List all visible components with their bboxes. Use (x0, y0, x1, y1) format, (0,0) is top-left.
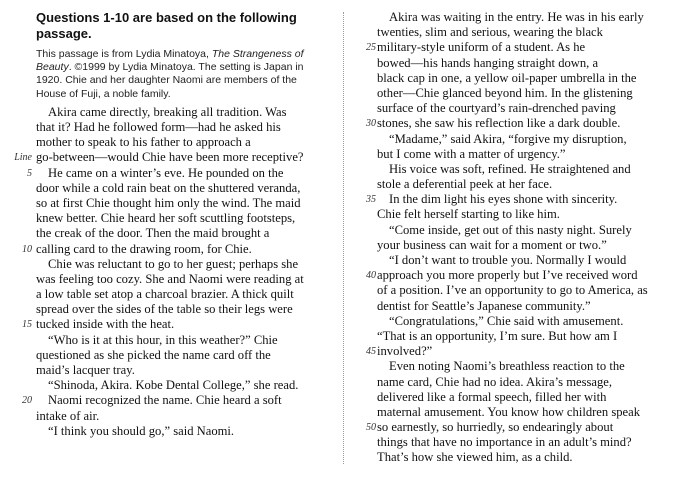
line-number: 25 (366, 42, 376, 54)
line-text: calling card to the drawing room, for Chie. (36, 241, 252, 256)
line-text: “I think you should go,” said Naomi. (48, 423, 235, 438)
passage-line (20, 409, 320, 424)
left-column (14, 10, 320, 439)
line-text: knew better. Chie heard her soft scuttling footsteps, (36, 211, 296, 226)
passage-line (362, 268, 668, 283)
line-text: but I come with a matter of urgency.” (377, 146, 566, 161)
line-text: so earnestly, so hurriedly, so endearingly about (377, 420, 614, 435)
left-passage-lines (14, 104, 320, 439)
passage-line (362, 40, 668, 55)
passage-line (362, 25, 668, 40)
passage-line (362, 116, 668, 131)
line-text: Akira came directly, breaking all tradition. Was (48, 104, 287, 119)
passage-line (362, 359, 668, 374)
line-text: maid’s lacquer tray. (36, 363, 135, 377)
passage-line (20, 181, 320, 196)
line-text: involved?” (377, 344, 433, 359)
line-text: other—Chie glanced beyond him. In the glistening (377, 85, 633, 100)
line-text: twenties, slim and serious, wearing the black (377, 25, 603, 40)
passage-line (362, 207, 668, 222)
line-number: 40 (366, 270, 376, 282)
passage-line (362, 375, 668, 390)
passage-line (20, 393, 320, 408)
line-text: “Come inside, get out of this nasty night. Surely (389, 222, 632, 237)
line-text: was feeling too cozy. She and Naomi were reading at (36, 271, 304, 286)
passage-line (20, 287, 320, 302)
passage-line (20, 242, 320, 257)
line-text: “That is an opportunity, I’m sure. But how am I (377, 328, 618, 343)
passage-line (362, 223, 668, 238)
passage-line (20, 333, 320, 348)
line-text: His voice was soft, refined. He straightened and (389, 161, 631, 176)
line-text: military-style uniform of a student. As he (377, 40, 586, 55)
passage-line (20, 226, 320, 241)
passage-line (362, 420, 668, 435)
line-text: maternal amusement. You know how children speak (377, 404, 641, 419)
passage-line (14, 150, 320, 165)
line-text: questioned as she picked the name card off the (36, 347, 271, 362)
passage-line (20, 317, 320, 332)
line-text: “Shinoda, Akira. Kobe Dental College,” she read. (48, 378, 299, 393)
passage-line (362, 435, 668, 450)
passage-line (20, 166, 320, 181)
line-text: surface of the courtyard’s rain-drenched paving (377, 101, 616, 116)
passage-line (20, 120, 320, 135)
line-text: Even noting Naomi’s breathless reaction to the (389, 359, 625, 374)
line-text: that it? Had he followed form—had he asked his (36, 120, 281, 134)
line-text: a low table set atop a charcoal brazier. A thick quilt (36, 287, 294, 302)
passage-line (362, 192, 668, 207)
line-text: stones, she saw his reflection like a dark double. (377, 116, 621, 131)
line-text: He came on a winter’s eve. He pounded on the (48, 165, 284, 180)
line-text: delivered like a formal speech, filled her with (377, 389, 607, 404)
line-text: In the dim light his eyes shone with sincerity. (389, 192, 618, 207)
right-column (362, 10, 668, 466)
line-text: “Madame,” said Akira, “forgive my disruption, (389, 131, 627, 146)
passage-line (362, 177, 668, 192)
passage-line (362, 147, 668, 162)
line-text: “I don’t want to trouble you. Normally I would (389, 253, 627, 267)
line-text: so at first Chie thought him only the wind. The maid (36, 195, 301, 210)
line-number: 15 (22, 319, 32, 331)
line-text: approach you more properly but I’ve received word (377, 268, 638, 283)
passage-line (20, 105, 320, 120)
passage-line (362, 86, 668, 101)
column-divider (343, 12, 344, 464)
passage-line (20, 378, 320, 393)
passage-line (362, 101, 668, 116)
passage-line (20, 196, 320, 211)
line-text: Chie felt herself starting to like him. (377, 207, 560, 222)
intro-rest: . ©1999 by Lydia Minatoya. The setting is Japan in 1920. Chie and her daughter Naomi are members of the House of Fuji, a noble family. (36, 61, 304, 100)
line-number: 35 (366, 194, 376, 206)
line-text: mother to speak to his father to approach a (36, 135, 251, 150)
passage-line (362, 299, 668, 314)
line-text: tucked inside with the heat. (36, 317, 175, 332)
passage-line (362, 132, 668, 147)
line-text: Chie was reluctant to go to her guest; perhaps she (48, 256, 299, 271)
passage-line (20, 302, 320, 317)
passage-line (362, 283, 668, 298)
line-number: 30 (366, 118, 376, 130)
passage-line (362, 162, 668, 177)
line-number: Line (14, 152, 32, 164)
passage-line (362, 253, 668, 268)
passage-line (362, 56, 668, 71)
passage-intro (36, 48, 320, 101)
passage-line (362, 10, 668, 25)
passage-line (362, 405, 668, 420)
line-text: your business can wait for a moment or two.” (377, 237, 607, 252)
line-text: Akira was waiting in the entry. He was in his early (389, 10, 644, 24)
passage-line (362, 450, 668, 465)
question-heading: Questions 1-10 are based on the following passage. (36, 10, 297, 41)
passage-line (362, 71, 668, 86)
passage-line (20, 257, 320, 272)
line-number: 45 (366, 346, 376, 358)
passage-line (20, 211, 320, 226)
line-text: name card, Chie had no idea. Akira’s message, (377, 374, 613, 389)
intro-book-title: The Strangeness of Beauty (36, 48, 304, 74)
passage-line (20, 348, 320, 363)
line-text: stole a deferential peek at her face. (377, 177, 553, 192)
line-text: Naomi recognized the name. Chie heard a soft (48, 393, 282, 408)
line-text: dentist for Seattle’s Japanese community.” (377, 298, 591, 313)
passage-line (362, 390, 668, 405)
line-number: 50 (366, 422, 376, 434)
line-text: the creak of the door. Then the maid brought a (36, 226, 270, 241)
line-text: spread over the sides of the table so their legs were (36, 302, 293, 317)
line-text: bowed—his hands hanging straight down, a (377, 55, 599, 70)
passage-line (362, 344, 668, 359)
passage-line (362, 238, 668, 253)
line-text: “Who is it at this hour, in this weather?” Chie (48, 332, 278, 347)
passage-line (362, 329, 668, 344)
line-text: door while a cold rain beat on the shuttered veranda, (36, 180, 301, 195)
passage-line (20, 135, 320, 150)
line-number: 5 (27, 167, 32, 179)
line-text: “Congratulations,” Chie said with amusement. (389, 313, 624, 328)
line-text: go-between—would Chie have been more receptive? (36, 150, 304, 165)
intro-lead: This passage is from Lydia Minatoya, (36, 48, 212, 60)
line-number: 10 (22, 243, 32, 255)
passage-line (362, 314, 668, 329)
passage-line (20, 272, 320, 287)
line-text: That’s how she viewed him, as a child. (377, 450, 573, 465)
passage-line (20, 363, 320, 378)
line-text: things that have no importance in an adult’s mind? (377, 435, 632, 450)
line-text: of a position. I’ve an opportunity to go to America, as (377, 283, 648, 298)
line-text: intake of air. (36, 408, 100, 423)
right-passage-lines (362, 10, 668, 466)
line-text: black cap in one, a yellow oil-paper umbrella in the (377, 70, 637, 85)
passage-line (20, 424, 320, 439)
line-number: 20 (22, 395, 32, 407)
